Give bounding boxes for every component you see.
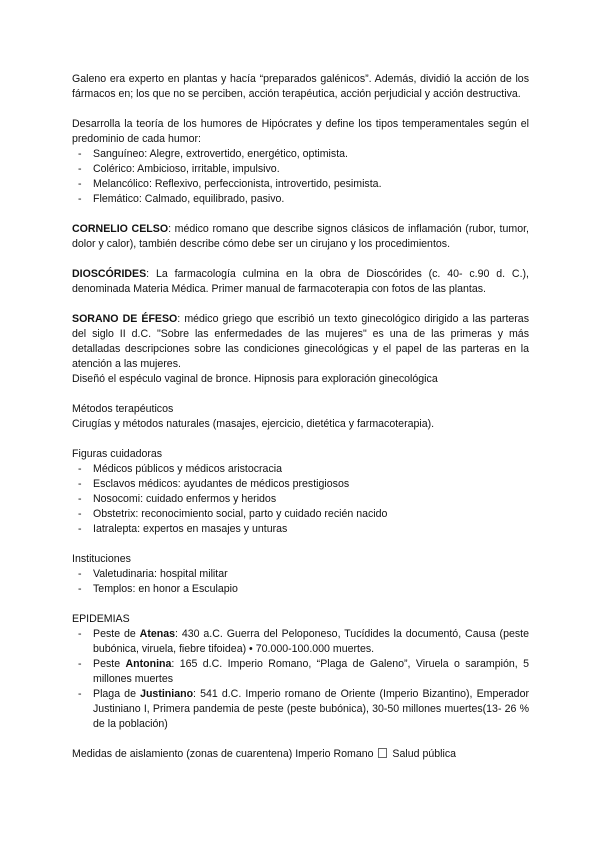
figuras-list <box>72 462 529 537</box>
list-item: - Iatralepta: expertos en masajes y unturas <box>72 522 529 537</box>
list-item: - Templos: en honor a Esculapio <box>72 582 529 597</box>
sorano-paragraph <box>72 312 529 372</box>
metodos-title: Métodos terapéuticos <box>72 403 174 415</box>
list-item <box>72 627 529 657</box>
celso-paragraph <box>72 222 529 252</box>
medidas-text: Medidas de aislamiento (zonas de cuarentena) Imperio Romano <box>72 748 374 760</box>
celso-name: CORNELIO CELSO <box>72 223 169 235</box>
epidemia-pre: Plaga de <box>93 688 141 700</box>
dioscorides-name: DIOSCÓRIDES <box>72 268 147 280</box>
sorano-name: SORANO DE ÉFESO <box>72 313 178 325</box>
humores-intro: Desarrolla la teoría de los humores de Hipócrates y define los tipos temperamentales según el predominio de cada humor: <box>72 118 529 145</box>
list-item: - Obstetrix: reconocimiento social, parto y cuidado recién nacido <box>72 507 529 522</box>
epidemia-name: Atenas <box>139 628 175 640</box>
epidemia-pre: Peste <box>93 658 126 670</box>
dioscorides-text: : La farmacología culmina en la obra de Dioscórides (c. 40- c.90 d. C.), denominada Materia Médica. Primer manual de farmacoterapia con fotos de las plantas. <box>72 268 529 295</box>
list-item <box>72 657 529 687</box>
figuras-title: Figuras cuidadoras <box>72 448 163 460</box>
list-item: - Esclavos médicos: ayudantes de médicos prestigiosos <box>72 477 529 492</box>
epidemia-text: : 430 a.C. Guerra del Peloponeso, Tucídides la documentó, Causa (peste bubónica, viruela, fiebre tifoidea) • 70.000-100.000 muertes. <box>93 628 529 655</box>
galeno-paragraph: Galeno era experto en plantas y hacía “preparados galénicos”. Además, dividió la acción de los fármacos en; los que no se perciben, acción terapéutica, acción perjudicial y acción destructiva. <box>72 73 529 100</box>
instituciones-title: Instituciones <box>72 553 131 565</box>
list-item: - Melancólico: Reflexivo, perfeccionista, introvertido, pesimista. <box>72 177 529 192</box>
epidemia-text: : 541 d.C. Imperio romano de Oriente (Imperio Bizantino), Emperador Justiniano I, Primera pandemia de peste (peste bubónica), 30-50 millones muertes(13- 26 % de la población) <box>93 688 529 730</box>
medidas-line <box>72 747 529 762</box>
instituciones-list <box>72 567 529 597</box>
dioscorides-paragraph <box>72 267 529 297</box>
medidas-result: Salud pública <box>392 748 457 760</box>
list-item <box>72 687 529 732</box>
list-item: - Flemático: Calmado, equilibrado, pasivo. <box>72 192 529 207</box>
metodos-text: Cirugías y métodos naturales (masajes, ejercicio, dietética y farmacoterapia). <box>72 418 435 430</box>
sorano-line2: Diseñó el espéculo vaginal de bronce. Hipnosis para exploración ginecológica <box>72 373 438 385</box>
list-item: - Valetudinaria: hospital militar <box>72 567 529 582</box>
epidemia-name: Justiniano <box>140 688 194 700</box>
list-item: - Sanguíneo: Alegre, extrovertido, energético, optimista. <box>72 147 529 162</box>
document-content <box>72 72 529 762</box>
humores-list <box>72 147 529 207</box>
epidemia-name: Antonina <box>125 658 172 670</box>
list-item: - Médicos públicos y médicos aristocracia <box>72 462 529 477</box>
epidemia-text: : 165 d.C. Imperio Romano, “Plaga de Galeno”, Viruela o sarampión, 5 millones muertes <box>93 658 529 685</box>
epidemias-list <box>72 627 529 732</box>
list-item: - Colérico: Ambicioso, irritable, impulsivo. <box>72 162 529 177</box>
sorano-text: : médico griego que escribió un texto ginecológico dirigido a las parteras del siglo II d.C. "Sobre las enfermedades de las mujeres" es una de las primeras y más detalladas descripciones sobre las condiciones ginecológicas y el papel de las parteras en la atención a las mujeres. <box>72 313 530 370</box>
epidemias-title: EPIDEMIAS <box>72 613 130 625</box>
celso-text: : médico romano que describe signos clásicos de inflamación (rubor, tumor, dolor y calor), también describe cómo debe ser un cirujano y los procedimientos. <box>72 223 529 250</box>
arrow-placeholder-icon <box>378 748 387 758</box>
list-item: - Nosocomi: cuidado enfermos y heridos <box>72 492 529 507</box>
epidemia-pre: Peste de <box>93 628 140 640</box>
